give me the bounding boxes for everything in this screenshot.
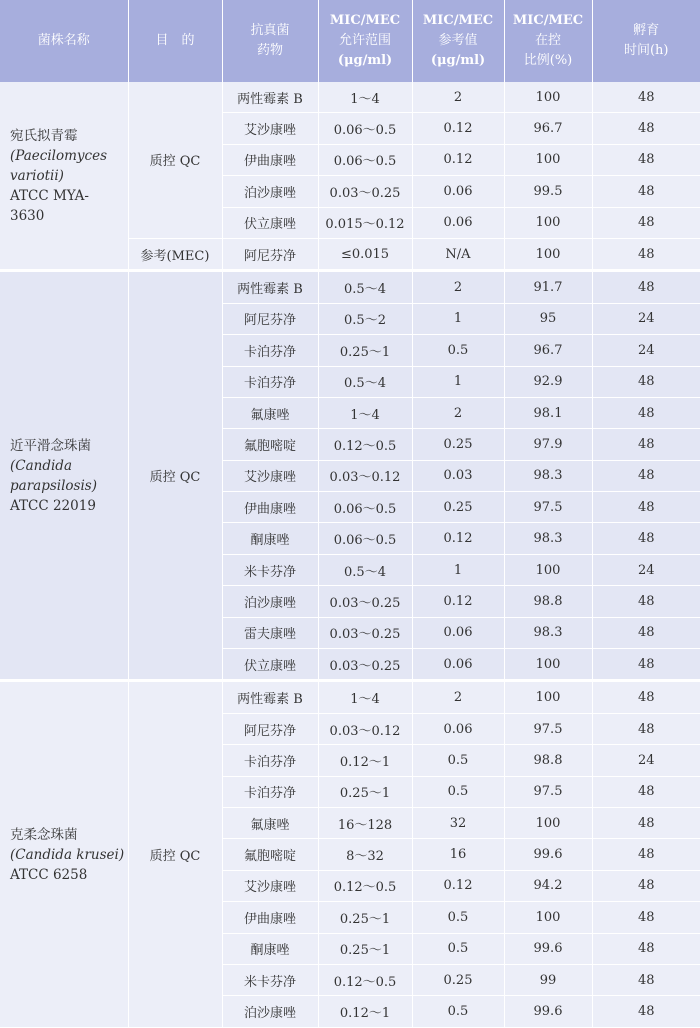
ref-value-cell: 0.06 — [412, 713, 504, 744]
drug-cell: 氟康唑 — [222, 397, 318, 428]
range-cell: 1～4 — [318, 397, 412, 428]
ref-value-cell: 0.12 — [412, 113, 504, 144]
pct-cell: 100 — [504, 144, 592, 175]
time-cell: 24 — [592, 554, 700, 585]
time-cell: 48 — [592, 144, 700, 175]
ref-value-cell: 1 — [412, 554, 504, 585]
pct-cell: 99.5 — [504, 176, 592, 207]
header-range: MIC/MEC 允许范围 (μg/ml) — [318, 0, 412, 82]
drug-cell: 艾沙康唑 — [222, 870, 318, 901]
ref-value-cell: 0.25 — [412, 429, 504, 460]
pct-cell: 100 — [504, 82, 592, 113]
time-cell: 48 — [592, 271, 700, 303]
strain-atcc: ATCC MYA- — [10, 187, 89, 204]
time-cell: 48 — [592, 460, 700, 491]
range-cell: 0.12～0.5 — [318, 429, 412, 460]
time-cell: 48 — [592, 776, 700, 807]
header-purpose: 目 的 — [128, 0, 222, 82]
strain-name-cn: 近平滑念珠菌 — [10, 437, 91, 454]
range-cell: 0.03～0.12 — [318, 460, 412, 491]
ref-value-cell: 2 — [412, 271, 504, 303]
ref-value-cell: 0.06 — [412, 649, 504, 681]
range-cell: ≤0.015 — [318, 238, 412, 270]
pct-cell: 94.2 — [504, 870, 592, 901]
time-cell: 48 — [592, 933, 700, 964]
time-cell: 48 — [592, 713, 700, 744]
drug-cell: 伏立康唑 — [222, 207, 318, 238]
drug-cell: 伊曲康唑 — [222, 492, 318, 523]
ref-value-cell: 0.5 — [412, 745, 504, 776]
drug-cell: 氟胞嘧啶 — [222, 839, 318, 870]
pct-cell: 99 — [504, 964, 592, 995]
drug-cell: 酮康唑 — [222, 933, 318, 964]
ref-value-cell: 2 — [412, 82, 504, 113]
header-drug: 抗真菌 药物 — [222, 0, 318, 82]
range-cell: 0.12～0.5 — [318, 964, 412, 995]
pct-cell: 96.7 — [504, 113, 592, 144]
strain-name-latin: (Candida krusei) — [10, 846, 125, 863]
time-cell: 48 — [592, 839, 700, 870]
range-cell: 0.03～0.25 — [318, 649, 412, 681]
pct-cell: 99.6 — [504, 933, 592, 964]
drug-cell: 伏立康唑 — [222, 649, 318, 681]
range-cell: 0.03～0.25 — [318, 617, 412, 648]
pct-cell: 100 — [504, 902, 592, 933]
pct-cell: 100 — [504, 681, 592, 713]
time-cell: 48 — [592, 82, 700, 113]
ref-value-cell: 0.5 — [412, 996, 504, 1027]
pct-cell: 100 — [504, 554, 592, 585]
time-cell: 48 — [592, 996, 700, 1027]
range-cell: 0.12～0.5 — [318, 870, 412, 901]
pct-cell: 98.1 — [504, 397, 592, 428]
range-cell: 16～128 — [318, 807, 412, 838]
time-cell: 48 — [592, 176, 700, 207]
strain-atcc: 3630 — [10, 207, 45, 224]
pct-cell: 100 — [504, 649, 592, 681]
drug-cell: 阿尼芬净 — [222, 713, 318, 744]
strain-cell — [0, 271, 128, 681]
time-cell: 48 — [592, 807, 700, 838]
strain-atcc: ATCC 6258 — [10, 866, 88, 883]
pct-cell: 97.5 — [504, 492, 592, 523]
ref-value-cell: 0.5 — [412, 335, 504, 366]
ref-value-cell: 0.12 — [412, 870, 504, 901]
table-row — [0, 271, 700, 303]
pct-cell: 96.7 — [504, 335, 592, 366]
strain-name-latin: parapsilosis) — [10, 477, 97, 494]
range-cell: 0.5～4 — [318, 271, 412, 303]
strain-name-latin: (Candida — [10, 457, 72, 474]
ref-value-cell: N/A — [412, 238, 504, 270]
drug-cell: 卡泊芬净 — [222, 366, 318, 397]
time-cell: 24 — [592, 303, 700, 334]
pct-cell: 98.3 — [504, 617, 592, 648]
drug-cell: 伊曲康唑 — [222, 144, 318, 175]
drug-cell: 酮康唑 — [222, 523, 318, 554]
strain-name-latin: variotii) — [10, 167, 64, 184]
ref-value-cell: 0.06 — [412, 207, 504, 238]
time-cell: 24 — [592, 335, 700, 366]
ref-value-cell: 32 — [412, 807, 504, 838]
pct-cell: 100 — [504, 207, 592, 238]
range-cell: 0.25～1 — [318, 902, 412, 933]
drug-cell: 阿尼芬净 — [222, 238, 318, 270]
drug-cell: 雷夫康唑 — [222, 617, 318, 648]
purpose-cell: 质控 QC — [128, 82, 222, 238]
drug-cell: 卡泊芬净 — [222, 745, 318, 776]
ref-value-cell: 0.25 — [412, 964, 504, 995]
time-cell: 48 — [592, 492, 700, 523]
time-cell: 48 — [592, 681, 700, 713]
range-cell: 0.06～0.5 — [318, 144, 412, 175]
time-cell: 48 — [592, 523, 700, 554]
range-cell: 8～32 — [318, 839, 412, 870]
ref-value-cell: 1 — [412, 303, 504, 334]
pct-cell: 99.6 — [504, 839, 592, 870]
ref-value-cell: 0.06 — [412, 617, 504, 648]
time-cell: 48 — [592, 366, 700, 397]
header-ref: MIC/MEC 参考值 (μg/ml) — [412, 0, 504, 82]
pct-cell: 98.8 — [504, 586, 592, 617]
drug-cell: 卡泊芬净 — [222, 335, 318, 366]
range-cell: 0.06～0.5 — [318, 523, 412, 554]
pct-cell: 98.8 — [504, 745, 592, 776]
drug-cell: 艾沙康唑 — [222, 460, 318, 491]
time-cell: 48 — [592, 649, 700, 681]
strain-name-cn: 克柔念珠菌 — [10, 826, 78, 843]
pct-cell: 97.9 — [504, 429, 592, 460]
time-cell: 48 — [592, 902, 700, 933]
time-cell: 48 — [592, 397, 700, 428]
pct-cell: 100 — [504, 238, 592, 270]
drug-cell: 泊沙康唑 — [222, 586, 318, 617]
range-cell: 0.12～1 — [318, 996, 412, 1027]
range-cell: 1～4 — [318, 681, 412, 713]
ref-value-cell: 0.12 — [412, 586, 504, 617]
drug-cell: 两性霉素 B — [222, 271, 318, 303]
time-cell: 48 — [592, 238, 700, 270]
pct-cell: 95 — [504, 303, 592, 334]
time-cell: 48 — [592, 870, 700, 901]
ref-value-cell: 0.03 — [412, 460, 504, 491]
drug-cell: 米卡芬净 — [222, 964, 318, 995]
purpose-cell: 参考(MEC) — [128, 238, 222, 270]
ref-value-cell: 0.25 — [412, 492, 504, 523]
range-cell: 0.015～0.12 — [318, 207, 412, 238]
table-row — [0, 82, 700, 113]
header-strain: 菌株名称 — [0, 0, 128, 82]
pct-cell: 92.9 — [504, 366, 592, 397]
time-cell: 48 — [592, 617, 700, 648]
pct-cell: 100 — [504, 807, 592, 838]
table-row — [0, 681, 700, 713]
pct-cell: 98.3 — [504, 523, 592, 554]
time-cell: 48 — [592, 964, 700, 995]
strain-name-cn: 宛氏拟青霉 — [10, 127, 78, 144]
drug-cell: 泊沙康唑 — [222, 996, 318, 1027]
range-cell: 0.06～0.5 — [318, 113, 412, 144]
range-cell: 0.03～0.25 — [318, 176, 412, 207]
strain-cell — [0, 681, 128, 1027]
range-cell: 0.06～0.5 — [318, 492, 412, 523]
strain-name-latin: (Paecilomyces — [10, 147, 108, 164]
pct-cell: 98.3 — [504, 460, 592, 491]
ref-value-cell: 2 — [412, 397, 504, 428]
drug-cell: 泊沙康唑 — [222, 176, 318, 207]
purpose-cell: 质控 QC — [128, 271, 222, 681]
ref-value-cell: 0.06 — [412, 176, 504, 207]
drug-cell: 卡泊芬净 — [222, 776, 318, 807]
range-cell: 0.25～1 — [318, 776, 412, 807]
ref-value-cell: 0.12 — [412, 144, 504, 175]
range-cell: 1～4 — [318, 82, 412, 113]
drug-cell: 米卡芬净 — [222, 554, 318, 585]
range-cell: 0.12～1 — [318, 745, 412, 776]
header-pct: MIC/MEC 在控 比例(%) — [504, 0, 592, 82]
range-cell: 0.03～0.25 — [318, 586, 412, 617]
ref-value-cell: 16 — [412, 839, 504, 870]
time-cell: 48 — [592, 429, 700, 460]
time-cell: 24 — [592, 745, 700, 776]
range-cell: 0.25～1 — [318, 335, 412, 366]
range-cell: 0.03～0.12 — [318, 713, 412, 744]
ref-value-cell: 2 — [412, 681, 504, 713]
range-cell: 0.25～1 — [318, 933, 412, 964]
pct-cell: 91.7 — [504, 271, 592, 303]
drug-cell: 阿尼芬净 — [222, 303, 318, 334]
strain-atcc: ATCC 22019 — [10, 497, 96, 514]
pct-cell: 99.6 — [504, 996, 592, 1027]
pct-cell: 97.5 — [504, 713, 592, 744]
drug-cell: 氟胞嘧啶 — [222, 429, 318, 460]
header-time: 孵育 时间(h) — [592, 0, 700, 82]
ref-value-cell: 0.5 — [412, 776, 504, 807]
drug-cell: 艾沙康唑 — [222, 113, 318, 144]
ref-value-cell: 0.5 — [412, 902, 504, 933]
time-cell: 48 — [592, 586, 700, 617]
pct-cell: 97.5 — [504, 776, 592, 807]
ref-value-cell: 0.5 — [412, 933, 504, 964]
drug-cell: 氟康唑 — [222, 807, 318, 838]
range-cell: 0.5～2 — [318, 303, 412, 334]
drug-cell: 两性霉素 B — [222, 681, 318, 713]
strain-cell — [0, 82, 128, 271]
range-cell: 0.5～4 — [318, 554, 412, 585]
purpose-cell: 质控 QC — [128, 681, 222, 1027]
ref-value-cell: 1 — [412, 366, 504, 397]
ref-value-cell: 0.12 — [412, 523, 504, 554]
drug-cell: 伊曲康唑 — [222, 902, 318, 933]
time-cell: 48 — [592, 113, 700, 144]
range-cell: 0.5～4 — [318, 366, 412, 397]
drug-cell: 两性霉素 B — [222, 82, 318, 113]
time-cell: 48 — [592, 207, 700, 238]
header-row — [0, 0, 700, 82]
